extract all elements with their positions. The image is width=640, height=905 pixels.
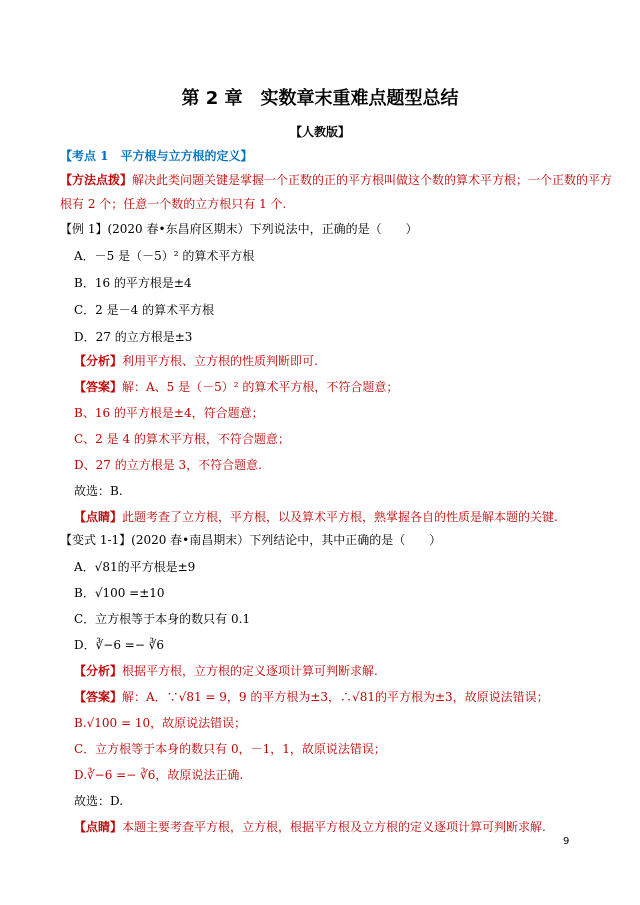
variant-option-c: C．立方根等于本身的数只有 0.1 bbox=[74, 612, 251, 626]
method-tag: 【方法点拨】 bbox=[60, 173, 133, 187]
variant-analysis-text: 根据平方根，立方根的定义逐项计算可判断求解. bbox=[122, 664, 378, 678]
example-answer-2: B、16 的平方根是±4，符合题意； bbox=[74, 406, 264, 420]
variant-answer-3: C．立方根等于本身的数只有 0，－1，1，故原说法错误； bbox=[74, 742, 386, 756]
comment-tag: 【点睛】 bbox=[74, 510, 123, 524]
example-answer-4: D、27 的立方根是 3，不符合题意. bbox=[74, 458, 262, 472]
method-line-1 bbox=[60, 171, 612, 189]
variant-answer-tag: 【答案】 bbox=[74, 690, 123, 704]
method-text-2: 根有 2 个；任意一个数的立方根只有 1 个. bbox=[60, 197, 287, 211]
variant-analysis-tag: 【分析】 bbox=[74, 664, 123, 678]
example-option-a: A．－5 是（－5）² 的算术平方根 bbox=[74, 249, 255, 263]
variant-comment-tag: 【点睛】 bbox=[74, 820, 123, 834]
edition-label: 【人教版】 bbox=[289, 125, 350, 139]
variant-comment bbox=[74, 818, 546, 836]
variant-option-d: D．∛−6 =− ∛6 bbox=[74, 638, 164, 652]
method-text-1: 解决此类问题关键是掌握一个正数的正的平方根叫做这个数的算术平方根；一个正数的平方 bbox=[132, 173, 613, 187]
answer-tag: 【答案】 bbox=[74, 380, 123, 394]
variant-analysis bbox=[74, 662, 378, 680]
variant-choice: 故选：D. bbox=[74, 794, 124, 808]
variant-stem: 【变式 1-1】(2020 春•南昌期末）下列结论中，其中正确的是（ ） bbox=[60, 533, 442, 547]
example-choice: 故选：B. bbox=[74, 484, 123, 498]
variant-answer-text-1: 解：A．∵√81 = 9，9 的平方根为±3，∴√81的平方根为±3，故原说法错误； bbox=[122, 690, 549, 704]
page-number: 9 bbox=[563, 836, 570, 847]
example-analysis bbox=[74, 352, 318, 370]
analysis-tag: 【分析】 bbox=[74, 354, 123, 368]
variant-comment-text: 本题主要考查平方根，立方根，根据平方根及立方根的定义逐项计算可判断求解. bbox=[122, 820, 546, 834]
example-comment bbox=[74, 508, 558, 526]
example-stem: 【例 1】(2020 春•东昌府区期末）下列说法中，正确的是（ ） bbox=[60, 222, 418, 236]
example-option-c: C．2 是－4 的算术平方根 bbox=[74, 303, 215, 317]
analysis-text: 利用平方根、立方根的性质判断即可. bbox=[122, 354, 318, 368]
variant-answer-2: B.√100 = 10，故原说法错误； bbox=[74, 716, 247, 730]
variant-option-b: B．√100 =±10 bbox=[74, 586, 165, 600]
example-answer-3: C、2 是 4 的算术平方根，不符合题意； bbox=[74, 432, 290, 446]
variant-answer-1 bbox=[74, 688, 549, 706]
section-heading: 【考点 1 平方根与立方根的定义】 bbox=[60, 149, 253, 163]
comment-text: 此题考查了立方根，平方根，以及算术平方根，熟掌握各自的性质是解本题的关键. bbox=[122, 510, 558, 524]
example-option-d: D．27 的立方根是±3 bbox=[74, 330, 193, 344]
example-answer-1 bbox=[74, 378, 398, 396]
answer-text-1: 解：A、5 是（－5）² 的算术平方根，不符合题意； bbox=[122, 380, 399, 394]
page-title: 第 2 章 实数章末重难点题型总结 bbox=[181, 88, 459, 109]
variant-answer-4: D.∛−6 =− ∛6，故原说法正确. bbox=[74, 768, 244, 782]
example-option-b: B．16 的平方根是±4 bbox=[74, 276, 192, 290]
variant-option-a: A．√81的平方根是±9 bbox=[74, 560, 196, 574]
